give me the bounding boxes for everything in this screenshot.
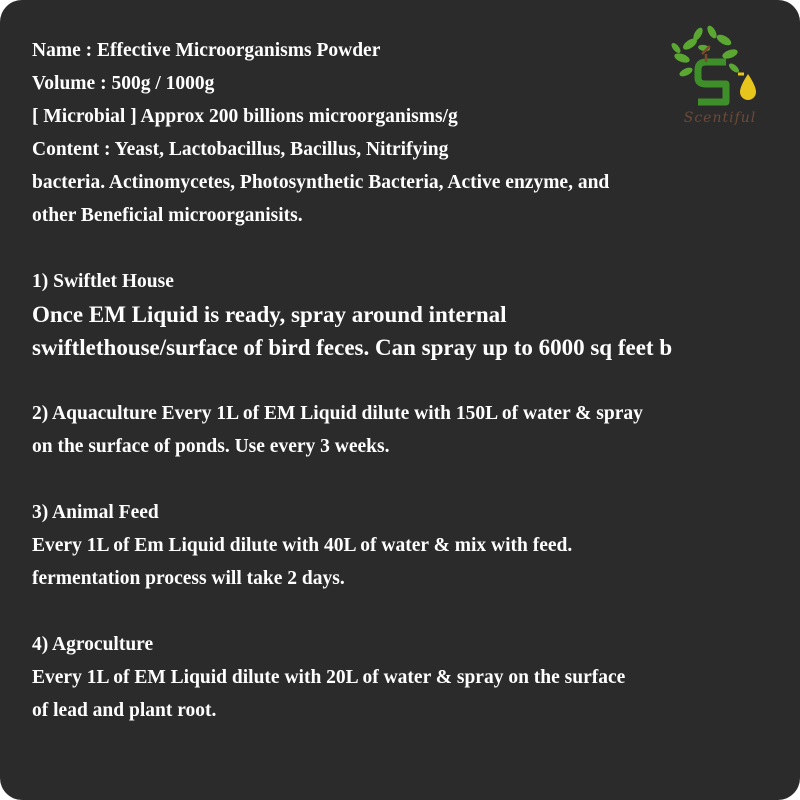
tree-logo-icon xyxy=(668,24,772,114)
section-line: fermentation process will take 2 days. xyxy=(32,568,345,589)
content-line-3: other Beneficial microorganisits. xyxy=(32,205,303,226)
product-name: Name : Effective Microorganisms Powder xyxy=(32,40,381,61)
product-description xyxy=(32,34,777,727)
content-line-1: Content : Yeast, Lactobacillus, Bacillus, Nitrifying xyxy=(32,139,449,160)
section-line: Every 1L of Em Liquid dilute with 40L of water & mix with feed. xyxy=(32,535,573,556)
section-heading-swiftlet: 1) Swiftlet House xyxy=(32,271,174,292)
brand-logo xyxy=(668,24,772,136)
section-heading-aquaculture: 2) Aquaculture Every 1L of EM Liquid dilute with 150L of water & spray xyxy=(32,403,643,424)
microbial-count: [ Microbial ] Approx 200 billions microorganisms/g xyxy=(32,106,458,127)
content-line-2: bacteria. Actinomycetes, Photosynthetic Bacteria, Active enzyme, and xyxy=(32,172,610,193)
spacer xyxy=(32,364,777,397)
section-heading-agroculture: 4) Agroculture xyxy=(32,634,154,655)
section-heading-animal-feed: 3) Animal Feed xyxy=(32,502,159,523)
spacer xyxy=(32,232,777,265)
section-line: on the surface of ponds. Use every 3 weeks. xyxy=(32,436,390,457)
product-volume: Volume : 500g / 1000g xyxy=(32,73,215,94)
section-line: Once EM Liquid is ready, spray around internal xyxy=(32,302,507,327)
section-line: of lead and plant root. xyxy=(32,700,217,721)
section-line: Every 1L of EM Liquid dilute with 20L of water & spray on the surface xyxy=(32,667,626,688)
section-line: swiftlethouse/surface of bird feces. Can spray up to 6000 sq feet b xyxy=(32,335,673,360)
spacer xyxy=(32,463,777,496)
spacer xyxy=(32,595,777,628)
brand-wordmark: Scentiful xyxy=(683,110,757,126)
